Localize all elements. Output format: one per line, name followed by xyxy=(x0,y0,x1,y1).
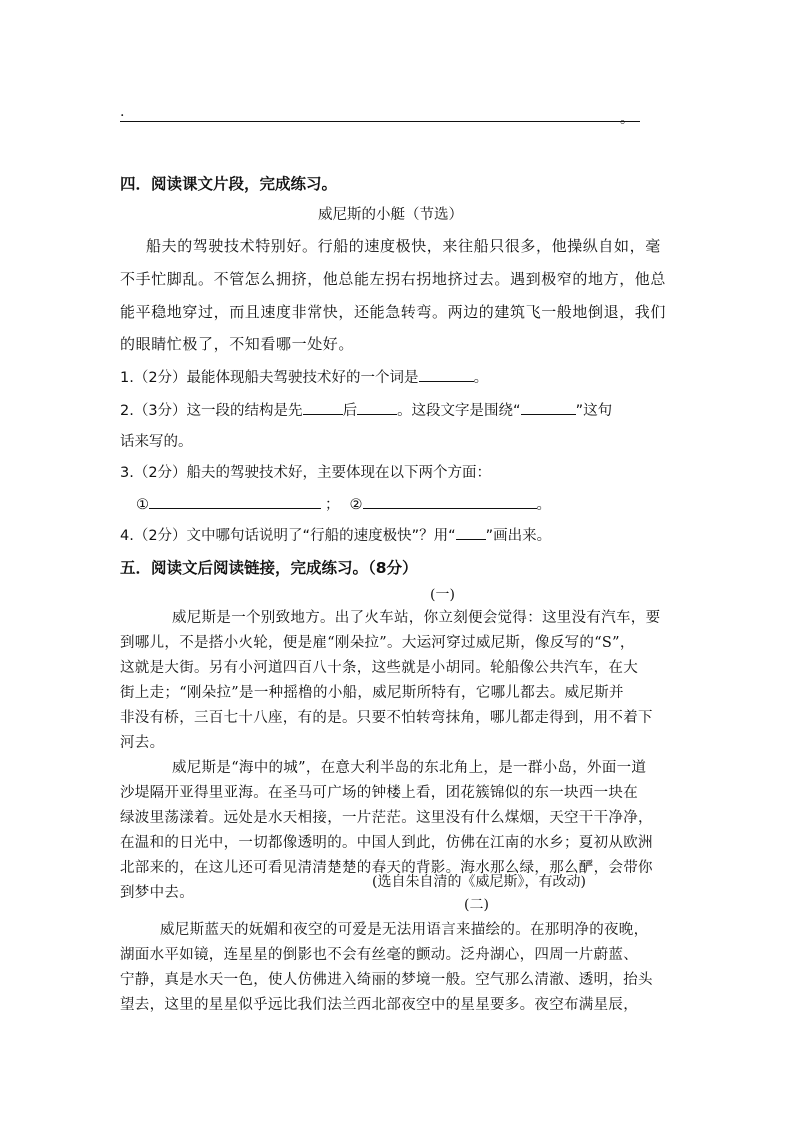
answer-line xyxy=(120,121,640,122)
reading-line: 北部来的，在这儿还可看见清清楚楚的春天的背影。海水那么绿，那么酽，会带你 xyxy=(120,860,653,876)
answer-blank[interactable] xyxy=(521,400,576,415)
reading-line: 威尼斯是“海中的城”，在意大利半岛的东北角上，是一群小岛，外面一道 xyxy=(172,760,647,776)
reading-line: 非没有桥，三百七十八座，有的是。只要不怕转弯抹角，哪儿都走得到，用不着下 xyxy=(120,710,653,726)
part-1-label: (一) xyxy=(430,587,455,603)
answer-blank[interactable] xyxy=(419,367,474,382)
reading-line: 望去，这里的星星似乎远比我们法兰西北部夜空中的星星要多。夜空布满星辰， xyxy=(120,997,638,1013)
section-4-heading: 四．阅读课文片段，完成练习。 xyxy=(120,175,338,193)
section-5-heading: 五．阅读文后阅读链接，完成练习。（8分） xyxy=(120,559,418,577)
reading-line: 沙堤隔开亚得里亚海。在圣马可广场的钟楼上看，团花簇锦似的东一块西一块在 xyxy=(120,785,638,801)
reading-line: 在温和的日光中，一切都像透明的。中国人到此，仿佛在江南的水乡；夏初从欧洲 xyxy=(120,835,653,851)
reading-line: 威尼斯蓝天的妩媚和夜空的可爱是无法用语言来描绘的。在那明净的夜晚， xyxy=(160,922,649,938)
reading-line: 湖面水平如镜，连星星的倒影也不会有丝毫的颤动。泛舟湖心，四周一片蔚蓝、 xyxy=(120,947,638,963)
line-start-mark: . xyxy=(120,104,125,120)
passage-line: 船夫的驾驶技术特别好。行船的速度极快，来往船只很多，他操纵自如，毫 xyxy=(146,237,661,255)
part-2-label: (二) xyxy=(464,897,489,913)
answer-blank[interactable] xyxy=(149,494,321,509)
reading-line: 宁静，真是水天一色，使人仿佛进入绮丽的梦境一般。空气那么清澈、透明，抬头 xyxy=(120,972,653,988)
answer-blank[interactable] xyxy=(363,494,537,509)
reading-line: 威尼斯是一个别致地方。出了火车站，你立刻便会觉得：这里没有汽车，要 xyxy=(172,610,661,626)
question-4: 4.（2分）文中哪句话说明了“行船的速度极快”？用“ ”画出来。 xyxy=(120,524,551,545)
passage-line: 的眼睛忙极了，不知看哪一处好。 xyxy=(120,335,355,353)
question-1: 1.（2分）最能体现船夫驾驶技术好的一个词是 。 xyxy=(120,366,488,387)
question-2-cont: 话来写的。 xyxy=(120,434,193,450)
reading-line: 绿波里荡漾着。远处是水天相接，一片茫茫。这里没有什么煤烟，天空干干净净， xyxy=(120,810,653,826)
question-3-answers: ① ； ② 。 xyxy=(136,493,551,514)
passage-line: 能平稳地穿过，而且速度非常快，还能急转弯。两边的建筑飞一般地倒退，我们 xyxy=(120,303,667,321)
reading-line: 这就是大街。另有小河道四百八十条，这些就是小胡同。轮船像公共汽车，在大 xyxy=(120,660,638,676)
reading-line: 河去。 xyxy=(120,735,165,751)
answer-blank[interactable] xyxy=(456,525,486,540)
reading-line: 到哪儿，不是搭小火轮，便是雇“刚朵拉”。大运河穿过威尼斯，像反写的“S”， xyxy=(120,635,635,651)
question-2: 2.（3分）这一段的结构是先 后 。这段文字是围绕“ ”这句 xyxy=(120,399,612,420)
answer-blank[interactable] xyxy=(303,400,343,415)
reading-line: 到梦中去。 xyxy=(120,885,194,901)
passage-title: 威尼斯的小艇（节选） xyxy=(318,207,463,223)
line-end-mark: 。 xyxy=(620,111,634,127)
passage-line: 不手忙脚乱。不管怎么拥挤，他总能左拐右拐地挤过去。遇到极窄的地方，他总 xyxy=(120,270,667,288)
reading-line: 街上走；“刚朵拉”是一种摇橹的小船，威尼斯所特有，它哪儿都去。威尼斯并 xyxy=(120,685,624,701)
answer-blank[interactable] xyxy=(357,400,397,415)
question-3: 3.（2分）船夫的驾驶技术好，主要体现在以下两个方面： xyxy=(120,465,492,481)
source-note: (选自朱自清的《威尼斯》，有改动) xyxy=(372,874,586,890)
